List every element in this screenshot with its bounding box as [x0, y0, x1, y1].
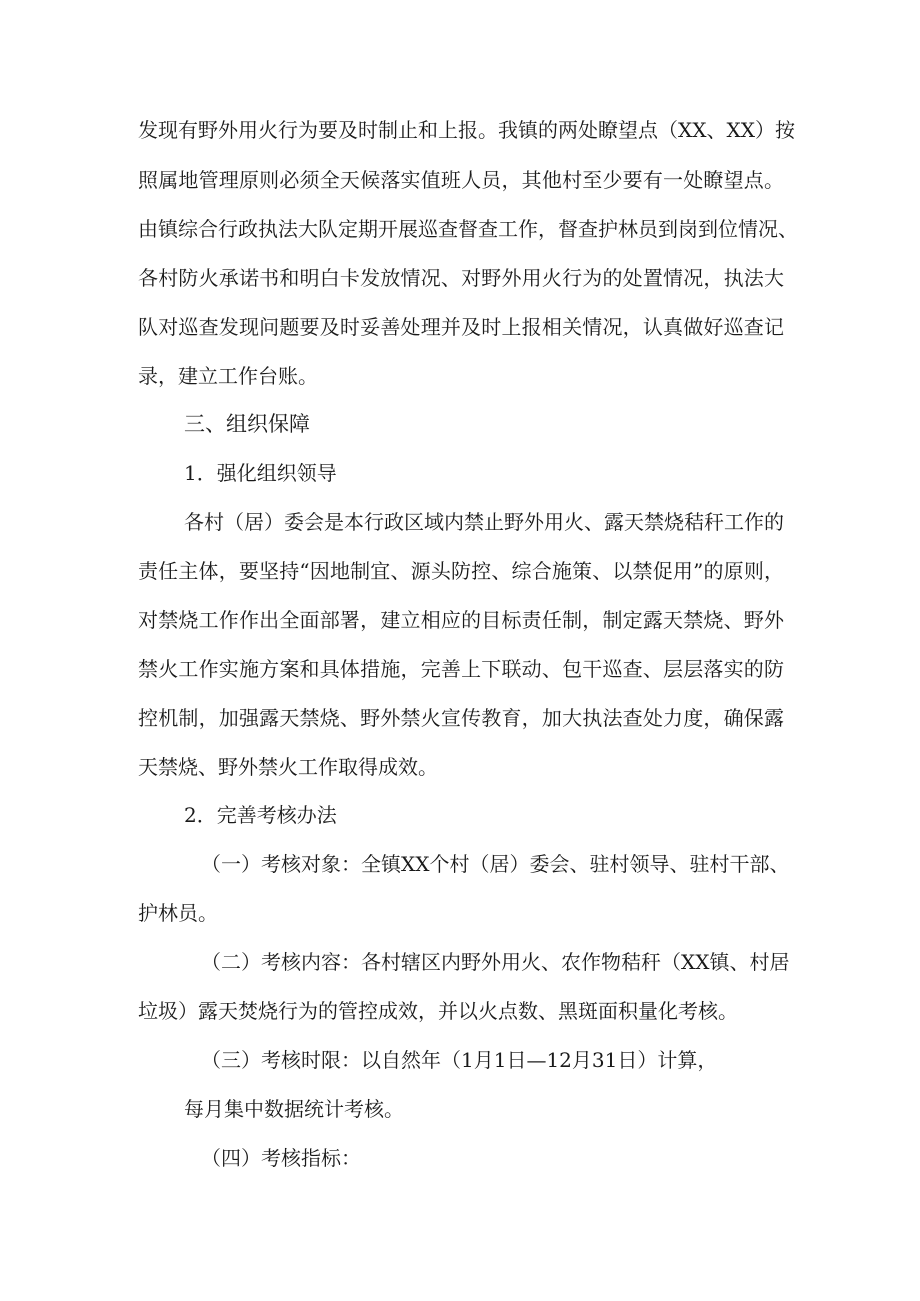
paragraph-line: 队对巡查发现问题要及时妥善处理并及时上报相关情况，认真做好巡查记 — [138, 315, 784, 339]
paragraph-line: 禁火工作实施方案和具体措施，完善上下联动、包干巡查、层层落实的防 — [138, 657, 784, 681]
paragraph-line: 每月集中数据统计考核。 — [184, 1097, 404, 1121]
paragraph-line: 天禁烧、野外禁火工作取得成效。 — [138, 755, 438, 779]
paragraph-line: （二）考核内容：各村辖区内野外用火、农作物秸秆（XX镇、村居 — [201, 950, 790, 974]
subsection-heading: 1．强化组织领导 — [184, 461, 337, 485]
paragraph-line: 发现有野外用火行为要及时制止和上报。我镇的两处瞭望点（XX、XX）按 — [138, 118, 795, 142]
section-heading: 三、组织保障 — [184, 412, 310, 436]
paragraph-line: 控机制，加强露天禁烧、野外禁火宣传教育，加大执法查处力度，确保露 — [138, 706, 784, 730]
paragraph-line: 责任主体，要坚持“因地制宜、源头防控、综合施策、以禁促用”的原则， — [138, 559, 784, 583]
subsection-heading: 2．完善考核办法 — [184, 803, 337, 827]
paragraph-line: 由镇综合行政执法大队定期开展巡查督查工作，督查护林员到岗到位情况、 — [138, 217, 798, 241]
paragraph-line: （一）考核对象：全镇XX个村（居）委会、驻村领导、驻村干部、 — [201, 852, 790, 876]
paragraph-line: 护林员。 — [138, 901, 218, 925]
paragraph-line: （四）考核指标： — [201, 1146, 361, 1170]
paragraph-line: 照属地管理原则必须全天候落实值班人员，其他村至少要有一处瞭望点。 — [138, 168, 784, 192]
paragraph-line: 录，建立工作台账。 — [138, 364, 318, 388]
paragraph-line: （三）考核时限：以自然年（1月1日—12月31日）计算， — [201, 1048, 718, 1072]
paragraph-line: 各村防火承诺书和明白卡发放情况、对野外用火行为的处置情况，执法大 — [138, 266, 784, 290]
paragraph-line: 对禁烧工作作出全面部署，建立相应的目标责任制，制定露天禁烧、野外 — [138, 608, 784, 632]
paragraph-line: 各村（居）委会是本行政区域内禁止野外用火、露天禁烧秸秆工作的 — [184, 510, 784, 534]
paragraph-line: 垃圾）露天焚烧行为的管控成效，并以火点数、黑斑面积量化考核。 — [138, 999, 738, 1023]
